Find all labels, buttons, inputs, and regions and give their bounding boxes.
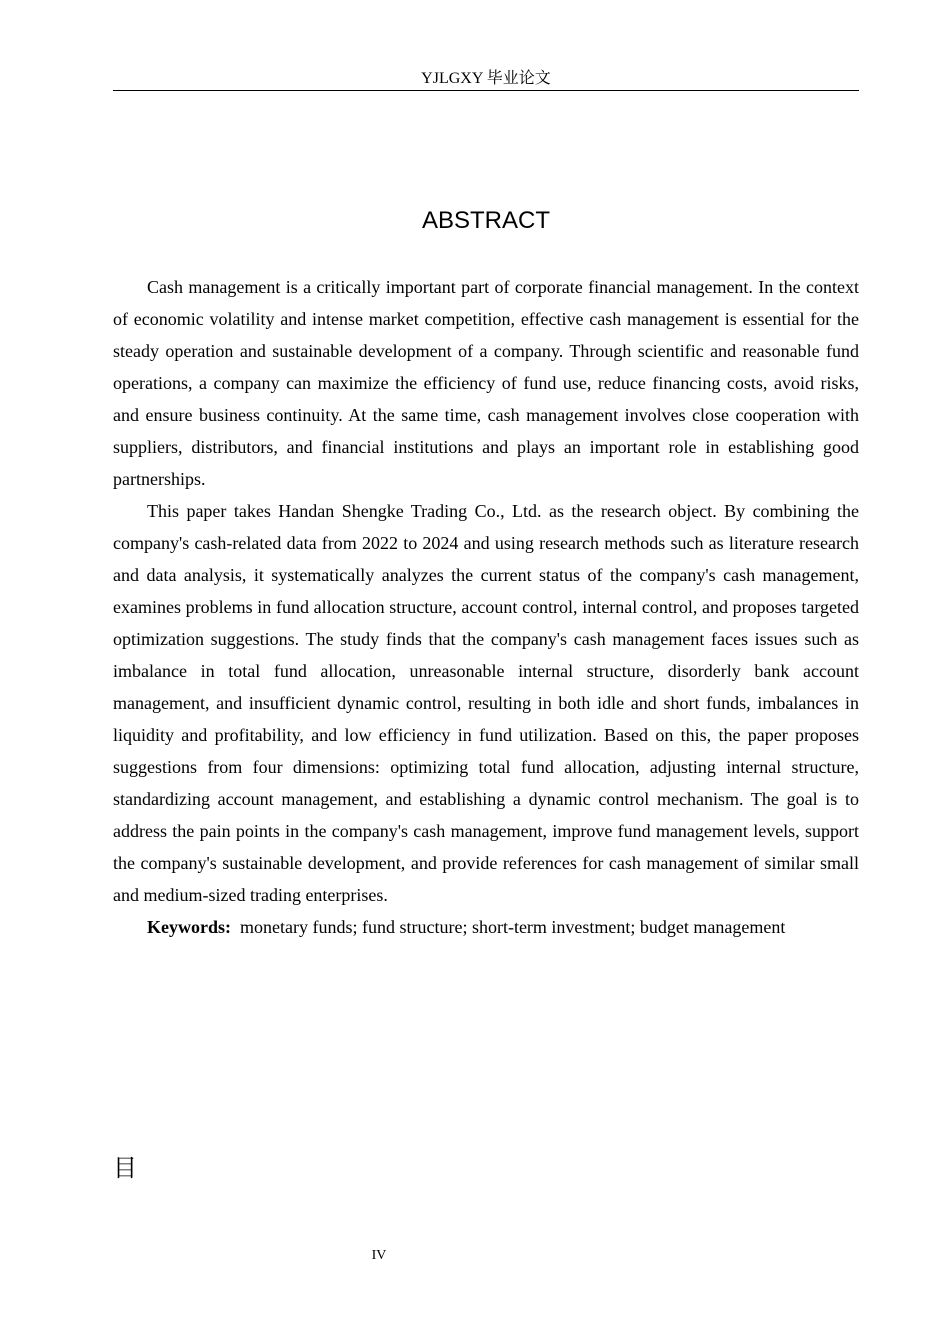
abstract-body: [113, 271, 859, 943]
abstract-paragraph-2: This paper takes Handan Shengke Trading Co., Ltd. as the research object. By combining the company's cash-related data from 2022 to 2024 and using research methods such as literature research and data analysis, it systematically analyzes the current status of the company's cash management, examines problems in fund allocation structure, account control, internal control, and proposes targeted optimization suggestions. The study finds that the company's cash management faces issues such as imbalance in total fund allocation, unreasonable internal structure, disorderly bank account management, and insufficient dynamic control, resulting in both idle and short funds, imbalances in liquidity and profitability, and low efficiency in fund utilization. Based on this, the paper proposes suggestions from four dimensions: optimizing total fund allocation, adjusting internal structure, standardizing account management, and establishing a dynamic control mechanism. The goal is to address the pain points in the company's cash management, improve fund management levels, support the company's sustainable development, and provide references for cash management of similar small and medium-sized trading enterprises.: [113, 501, 859, 905]
page-number: IV: [371, 1248, 387, 1263]
running-header-title: YJLGXY 毕业论文: [421, 70, 551, 87]
keywords-line: [113, 911, 859, 943]
keywords-text: monetary funds; fund structure; short-term investment; budget management: [240, 917, 786, 937]
abstract-paragraph-1: Cash management is a critically important part of corporate financial management. In the context of economic volatility and intense market competition, effective cash management is essential for the steady operation and sustainable development of a company. Through scientific and reasonable fund operations, a company can maximize the efficiency of fund use, reduce financing costs, avoid risks, and ensure business continuity. At the same time, cash management involves close cooperation with suppliers, distributors, and financial institutions and plays an important role in establishing good partnerships.: [113, 277, 859, 489]
toc-heading-fragment: 目: [113, 1154, 137, 1182]
abstract-title: ABSTRACT: [421, 207, 550, 234]
keywords-label: Keywords:: [147, 917, 231, 937]
running-header: [113, 69, 859, 91]
